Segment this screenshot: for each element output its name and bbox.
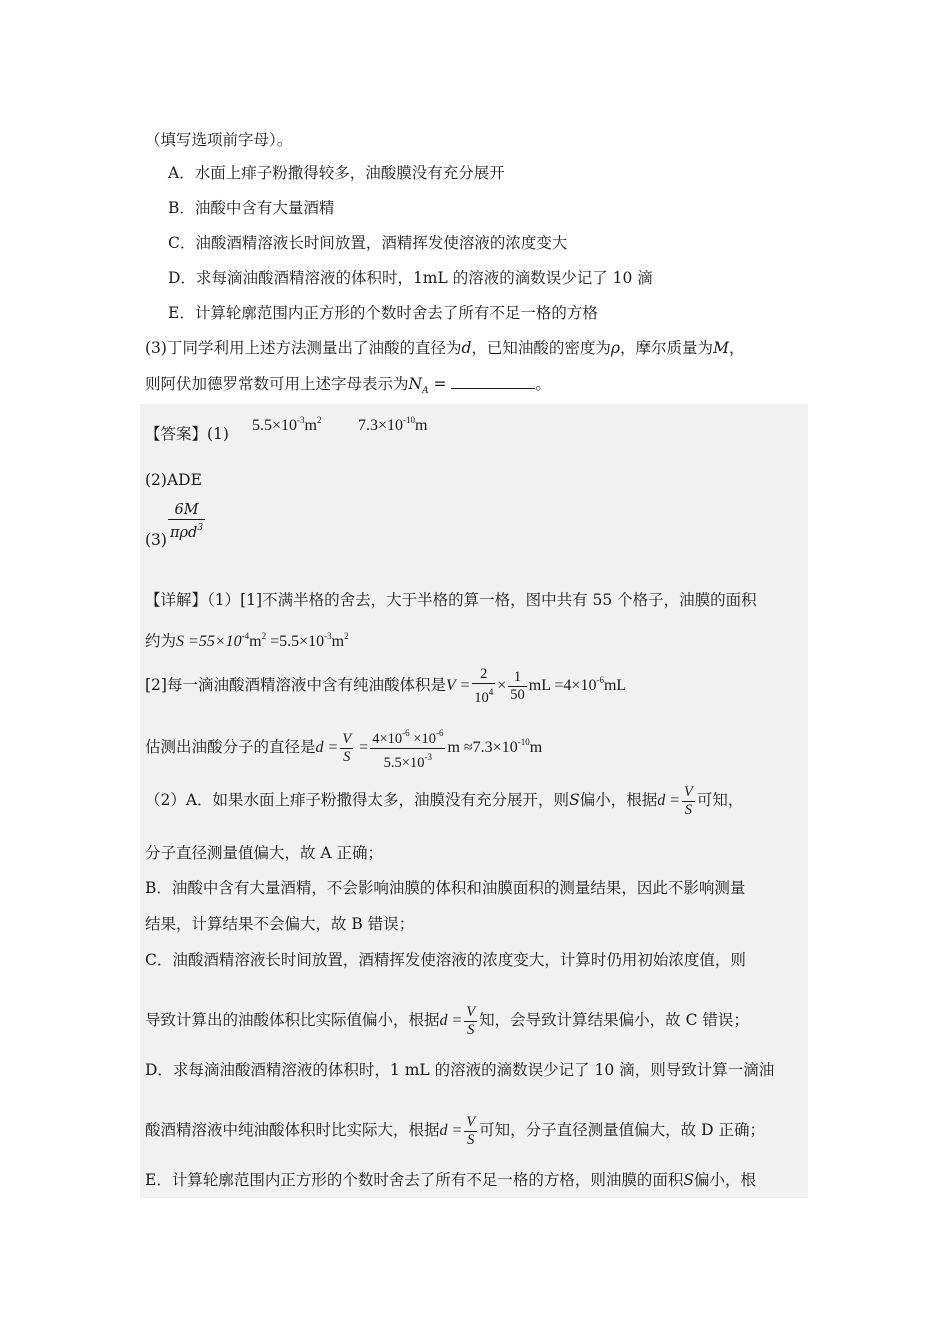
fraction-numerator	[370, 725, 445, 749]
var-rho: ρ	[610, 339, 621, 357]
detail-p9	[145, 1000, 749, 1041]
detail-p8: C．油酸酒精溶液长时间放置，酒精挥发使溶液的浓度变大，计算时仍用初始浓度值，则	[145, 951, 746, 969]
exponent: 4	[488, 686, 494, 697]
detail-text: （1）[1]不满半格的舍去，大于半格的算一格，图中共有 55 个格子，油膜的面积	[207, 591, 757, 609]
detail-text: 可知，分子直径测量值偏大，故 D 正确；	[479, 1121, 765, 1139]
q3-text: ，摩尔质量为	[620, 339, 714, 357]
detail-text: [2]每一滴油酸酒精溶液中含有纯油酸体积是	[145, 676, 446, 694]
q3-text: 则阿伏加德罗常数可用上述字母表示为	[145, 375, 409, 393]
unit: m	[415, 417, 428, 434]
exponent: -3	[297, 415, 305, 425]
question-tail: （填写选项前字母）。	[145, 131, 293, 149]
detail-p10: D．求每滴油酸酒精溶液的体积时，1 mL 的溶液的滴数误少记了 10 滴，则导致计算一滴油	[145, 1061, 775, 1079]
fraction-numerator: 1	[508, 669, 527, 687]
fraction	[472, 666, 495, 707]
detail-text: 偏小，根	[693, 1171, 756, 1189]
fraction-numerator: V	[466, 1003, 476, 1020]
fraction-numerator: 6M	[168, 502, 205, 520]
detail-text: 偏小，根据	[579, 791, 658, 809]
option-text: 水面上痱子粉撒得较多，油酸膜没有充分展开	[194, 164, 505, 182]
q3-text: ，	[728, 339, 745, 357]
detail-text: 酸酒精溶液中纯油酸体积时比实际大，根据	[145, 1121, 440, 1139]
math-text: d =	[315, 739, 339, 756]
fraction-numerator: V	[342, 730, 352, 747]
math-expression	[447, 739, 542, 756]
math-text: =	[355, 739, 369, 756]
detail-text: 导致计算出的油酸体积比实际值偏小，根据	[145, 1011, 440, 1029]
math-text: d =	[439, 1012, 463, 1029]
answer-3-fraction	[168, 502, 205, 542]
math-text: mL =4×10	[528, 677, 597, 694]
q3-text: (3)丁同学利用上述方法测量出了油酸的直径为	[145, 339, 462, 357]
math-text: ×10	[409, 730, 436, 747]
math-text: =5.5×10	[266, 633, 325, 650]
unit: m	[249, 633, 262, 650]
q3-text: 。	[535, 375, 551, 393]
detail-p7: 结果，计算结果不会偏大，故 B 错误；	[145, 915, 415, 933]
math-expression	[529, 677, 626, 694]
fraction-denominator: S	[467, 1021, 475, 1038]
option-text: 计算轮廓范围内正方形的个数时舍去了所有不足一格的方格	[194, 304, 598, 322]
var-s: S	[569, 791, 580, 809]
fraction-denominator: 50	[510, 686, 525, 703]
var-s: S	[683, 1171, 694, 1189]
exponent: 2	[344, 631, 349, 641]
unit: m	[304, 417, 317, 434]
exponent: -10	[517, 737, 530, 747]
var-na: N	[408, 375, 423, 393]
option-d	[168, 268, 653, 288]
exponent: -6	[596, 675, 604, 685]
fraction	[464, 1004, 477, 1039]
fraction-numerator: 2	[472, 666, 495, 684]
detail-label: 【详解】	[145, 591, 208, 609]
detail-text: （2）A．如果水面上痱子粉撒得太多，油膜没有充分展开，则	[145, 791, 570, 809]
answer-label: 【答案】(1)	[145, 425, 229, 443]
detail-text: E．计算轮廓范围内正方形的个数时舍去了所有不足一格的方格，则油膜的面积	[145, 1171, 684, 1189]
exponent: -4	[241, 631, 250, 641]
exponent: -10	[403, 415, 416, 425]
exponent: -3	[324, 631, 332, 641]
q3-text: ，已知油酸的密度为	[471, 339, 611, 357]
question-3-line2	[145, 374, 551, 401]
detail-text: 估测出油酸分子的直径是	[145, 738, 316, 756]
answer-2: (2)ADE	[145, 471, 202, 489]
math-text: m ≈7.3×10	[447, 739, 518, 756]
fraction	[340, 731, 353, 766]
option-e	[168, 303, 598, 323]
fraction-denominator: S	[467, 1131, 475, 1148]
option-letter: A．	[168, 164, 195, 182]
detail-p2	[145, 660, 626, 707]
option-letter: D．	[168, 269, 196, 287]
detail-p11	[145, 1110, 765, 1151]
math-text: 5.5×10	[252, 417, 298, 434]
math-text: 4×10	[372, 730, 403, 747]
fraction	[370, 725, 445, 772]
option-c	[168, 233, 567, 253]
detail-p12	[145, 1170, 756, 1190]
math-text: 7.3×10	[358, 417, 404, 434]
math-text: πρd	[170, 525, 198, 541]
fraction-numerator: V	[684, 783, 693, 800]
answer-3-label: (3)	[145, 531, 167, 549]
answer-blank	[451, 374, 535, 389]
math-expression	[176, 633, 349, 650]
var-d: d	[461, 339, 472, 357]
option-text: 求每滴油酸酒精溶液的体积时，1mL 的溶液的滴数误少记了 10 滴	[195, 269, 653, 287]
option-text: 油酸酒精溶液长时间放置，酒精挥发使溶液的浓度变大	[195, 234, 568, 252]
unit: m	[331, 633, 345, 650]
detail-p4	[145, 780, 743, 821]
detail-p6: B．油酸中含有大量酒精，不会影响油膜的体积和油膜面积的测量结果，因此不影响测量	[145, 879, 746, 897]
fraction-denominator	[168, 520, 205, 542]
exponent: -6	[435, 727, 444, 738]
math-text: 5.5×10	[383, 754, 425, 771]
detail-text: 可知，	[696, 791, 744, 809]
detail-text: 约为	[145, 632, 177, 650]
exponent: -6	[402, 727, 410, 738]
math-text: d =	[439, 1122, 463, 1139]
var-na-sub: A	[422, 386, 429, 397]
math-text: 10	[474, 689, 489, 706]
detail-p1	[145, 590, 757, 610]
exponent: 2	[261, 631, 267, 641]
option-letter: C．	[168, 234, 196, 252]
detail-p3	[145, 722, 542, 772]
detail-p1b	[145, 626, 349, 652]
option-b	[168, 198, 334, 218]
detail-p5: 分子直径测量值偏大，故 A 正确；	[145, 844, 384, 862]
fraction-denominator	[472, 684, 495, 707]
fraction	[682, 784, 695, 819]
math-text: ×	[497, 677, 507, 694]
unit: mL	[603, 677, 627, 694]
exponent: -3	[424, 751, 432, 762]
answer-1-value-1	[252, 410, 321, 436]
exponent: 3	[197, 523, 204, 533]
fraction	[508, 669, 527, 704]
fraction-denominator	[370, 749, 445, 772]
equals-sign: =	[428, 375, 452, 393]
option-letter: B．	[168, 199, 195, 217]
fraction-denominator: S	[343, 748, 351, 765]
option-text: 油酸中含有大量酒精	[194, 199, 335, 217]
detail-text: 知，会导致计算结果偏小，故 C 错误；	[479, 1011, 749, 1029]
fraction	[464, 1114, 477, 1149]
exponent: 2	[316, 415, 322, 425]
answer-1-value-2	[358, 410, 427, 436]
fraction-denominator: S	[684, 801, 693, 818]
var-m: M	[713, 339, 729, 357]
math-text: S =55×10	[176, 633, 242, 650]
fraction-numerator: V	[466, 1113, 476, 1130]
math-text: V =	[445, 677, 471, 694]
option-letter: E．	[168, 304, 195, 322]
question-3-line1	[145, 338, 744, 358]
unit: m	[529, 739, 543, 756]
option-a	[168, 163, 505, 183]
math-text: d =	[657, 792, 680, 809]
